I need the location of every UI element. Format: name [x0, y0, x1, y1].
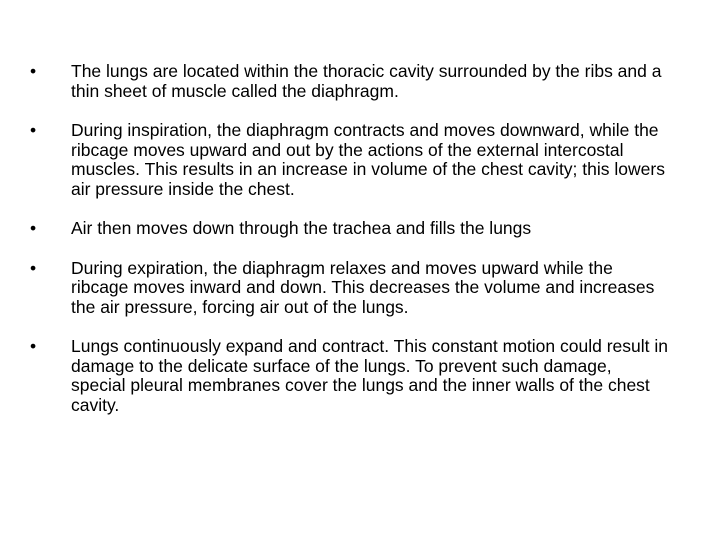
bullet-text: During inspiration, the diaphragm contracts and moves downward, while the ribcage moves upward and out by the actions of the external intercostal muscles. This results in an increase in volume of the chest cavity; this lowers air pressure inside the chest. [71, 120, 665, 199]
bullet-text: Air then moves down through the trachea and fills the lungs [71, 218, 532, 238]
bullet-item [30, 337, 670, 415]
bullet-marker: • [30, 61, 37, 81]
bullet-item [30, 259, 670, 318]
bullet-text: The lungs are located within the thoracic cavity surrounded by the ribs and a thin sheet of muscle called the diaphragm. [71, 61, 662, 101]
bullet-item [30, 62, 670, 101]
bullet-marker: • [30, 120, 37, 140]
bullet-text: Lungs continuously expand and contract. This constant motion could result in damage to the delicate surface of the lungs. To prevent such damage, special pleural membranes cover the lungs and the inner walls of the chest cavity. [71, 336, 668, 415]
bullet-marker: • [30, 218, 37, 238]
bullet-marker: • [30, 336, 37, 356]
bullet-text: During expiration, the diaphragm relaxes and moves upward while the ribcage moves inward and down. This decreases the volume and increases the air pressure, forcing air out of the lungs. [71, 257, 655, 317]
bullet-item [30, 121, 670, 199]
bullet-marker: • [30, 257, 37, 278]
bullet-item [30, 219, 670, 239]
bullet-list [30, 62, 670, 435]
